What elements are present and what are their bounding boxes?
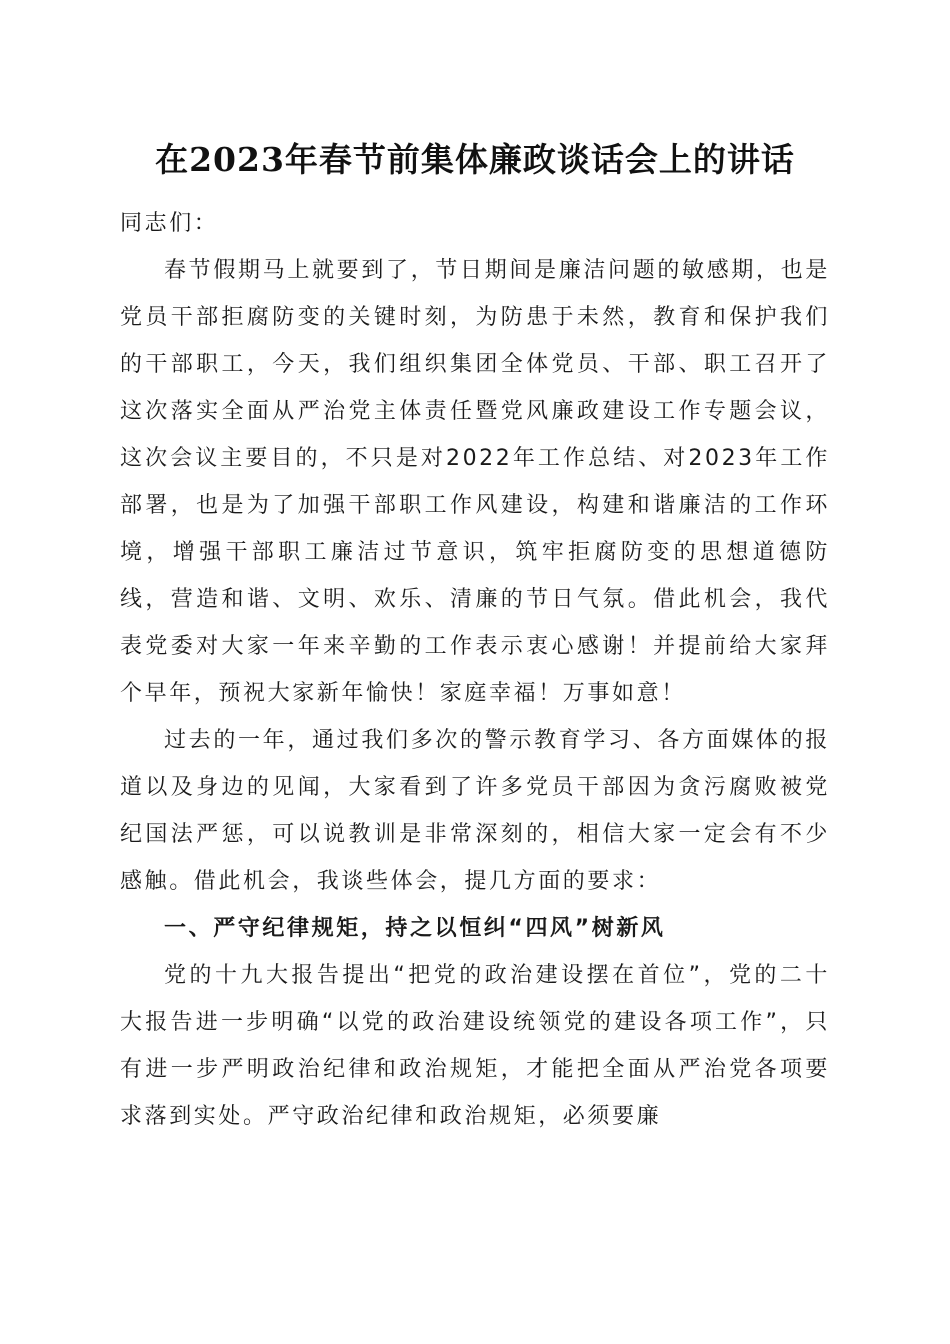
salutation: 同志们：: [120, 211, 219, 236]
section-paragraph: 党的十九大报告提出“把党的政治建设摆在首位”，党的二十大报告进一步明确“以党的政治建设统领党的建设各项工作”，只有进一步严明政治纪律和政治规矩，才能把全面从严治党各项要求落到实处。严守政治纪律和政治规矩，必须要廉: [120, 963, 830, 1129]
paragraph-opening: 春节假期马上就要到了，节日期间是廉洁问题的敏感期，也是党员干部拒腐防变的关键时刻，为防患于未然，教育和保护我们的干部职工，今天，我们组织集团全体党员、干部、职工召开了这次落实全面从严治党主体责任暨党风廉政建设工作专题会议，这次会议主要目的，不只是对2022年工作总结、对2023年工作部署，也是为了加强干部职工作风建设，构建和谐廉洁的工作环境，增强干部职工廉洁过节意识，筑牢拒腐防变的思想道德防线，营造和谐、文明、欢乐、清廉的节日气氛。借此机会，我代表党委对大家一年来辛勤的工作表示衷心感谢！并提前给大家拜个早年，预祝大家新年愉快！家庭幸福！万事如意！: [120, 258, 830, 706]
section-heading: 一、严守纪律规矩，持之以恒纠“四风”树新风: [164, 916, 666, 941]
document-title: 在2023年春节前集体廉政谈话会上的讲话: [155, 140, 795, 179]
paragraph-review: 过去的一年，通过我们多次的警示教育学习、各方面媒体的报道以及身边的见闻，大家看到了许多党员干部因为贪污腐败被党纪国法严惩，可以说教训是非常深刻的，相信大家一定会有不少感触。借此机会，我谈些体会，提几方面的要求：: [120, 728, 830, 894]
document-body: [120, 200, 830, 1140]
